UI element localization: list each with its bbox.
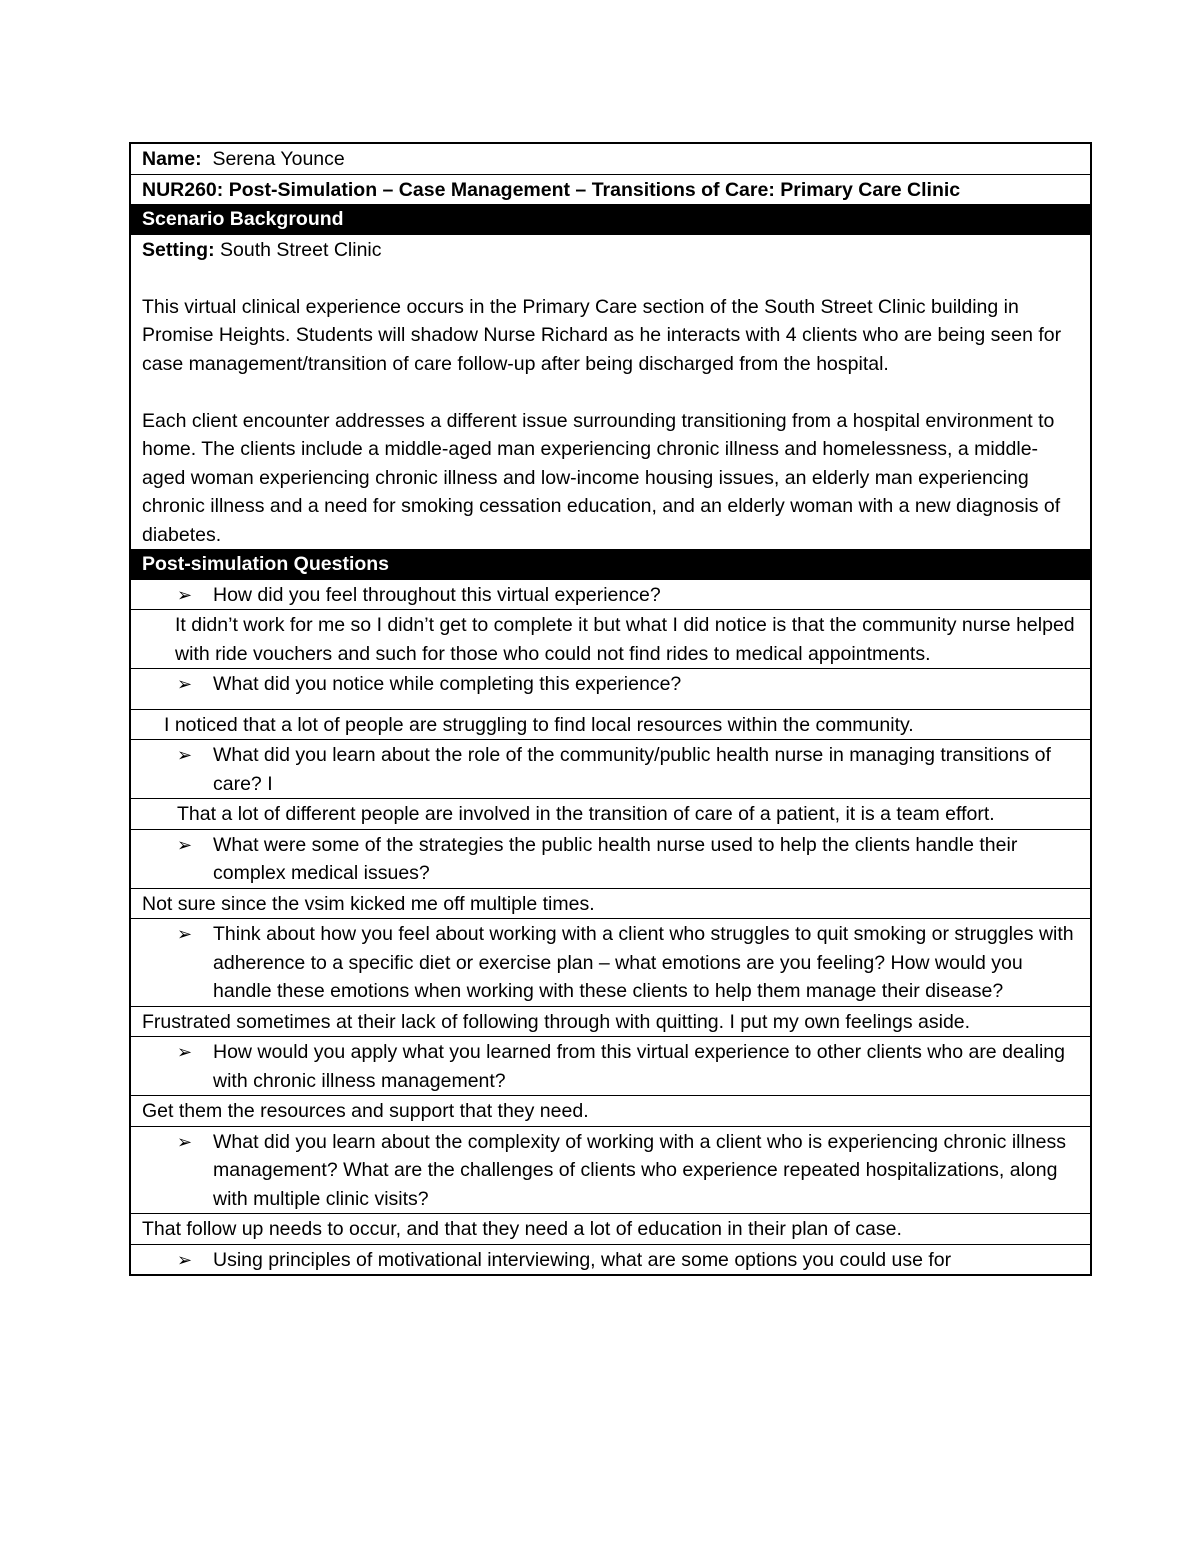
answer-row: That a lot of different people are involved in the transition of care of a patient, it is a team effort. — [131, 799, 1090, 830]
course-title: NUR260: Post-Simulation – Case Management – Transitions of Care: Primary Care Clinic — [131, 175, 1090, 206]
arrow-bullet-icon: ➢ — [177, 924, 193, 944]
scenario-background-cell — [131, 235, 1090, 551]
name-value: Serena Younce — [212, 148, 345, 170]
simulation-form-table — [129, 142, 1092, 1276]
question-row — [131, 1127, 1090, 1215]
question-row — [131, 1037, 1090, 1096]
answer-row: Frustrated sometimes at their lack of following through with quitting. I put my own feelings aside. — [131, 1007, 1090, 1038]
question-text: Think about how you feel about working with a client who struggles to quit smoking or struggles with adherence to a specific diet or exercise plan – what emotions are you feeling? How would you handle these emotions when working with these clients to help them manage their disease? — [213, 923, 1074, 1002]
arrow-bullet-icon: ➢ — [177, 674, 193, 694]
question-text: What did you notice while completing this experience? — [213, 673, 682, 695]
answer-row: That follow up needs to occur, and that they need a lot of education in their plan of case. — [131, 1214, 1090, 1245]
background-paragraph: Each client encounter addresses a different issue surrounding transitioning from a hospital environment to home. The clients include a middle-aged man experiencing chronic illness and homelessness, a middle-aged woman experiencing chronic illness and low-income housing issues, an elderly man experiencing chronic illness and a need for smoking cessation education, and an elderly woman with a new diagnosis of diabetes. — [142, 409, 1061, 546]
arrow-bullet-icon: ➢ — [177, 1249, 193, 1270]
answer-row: Get them the resources and support that they need. — [131, 1096, 1090, 1127]
question-row — [131, 740, 1090, 799]
question-row — [131, 669, 1090, 710]
arrow-bullet-icon: ➢ — [177, 834, 193, 855]
setting-line — [142, 236, 1079, 265]
question-text: What did you learn about the complexity of working with a client who is experiencing chronic illness management? What are the challenges of clients who experience repeated hospitalizations, along with multiple clinic visits? — [213, 1130, 1067, 1210]
question-text: What did you learn about the role of the community/public health nurse in managing transitions of care? I — [213, 744, 1051, 795]
name-label: Name: — [142, 148, 202, 170]
setting-label: Setting: — [142, 238, 215, 261]
name-row — [131, 144, 1090, 175]
answer-row: It didn’t work for me so I didn’t get to complete it but what I did notice is that the community nurse helped with ride vouchers and such for those who could not find rides to medical appointments. — [131, 610, 1090, 669]
post-simulation-questions-header: Post-simulation Questions — [131, 550, 1090, 580]
scenario-background-header: Scenario Background — [131, 205, 1090, 235]
arrow-bullet-icon: ➢ — [177, 745, 193, 765]
arrow-bullet-icon: ➢ — [177, 584, 193, 605]
question-row — [131, 919, 1090, 1007]
answer-row: Not sure since the vsim kicked me off multiple times. — [131, 889, 1090, 920]
question-row — [131, 1245, 1090, 1275]
question-text: What were some of the strategies the public health nurse used to help the clients handle their complex medical issues? — [213, 833, 1018, 884]
question-text: Using principles of motivational interviewing, what are some options you could use for — [213, 1248, 952, 1271]
question-text: How did you feel throughout this virtual experience? — [213, 583, 661, 606]
setting-value: South Street Clinic — [220, 238, 382, 261]
question-row — [131, 580, 1090, 611]
question-text: How would you apply what you learned from this virtual experience to other clients who are dealing with chronic illness management? — [213, 1041, 1065, 1092]
arrow-bullet-icon: ➢ — [177, 1042, 193, 1062]
arrow-bullet-icon: ➢ — [177, 1131, 193, 1152]
question-row — [131, 830, 1090, 889]
background-paragraph: This virtual clinical experience occurs in the Primary Care section of the South Street Clinic building in Promise Heights. Students will shadow Nurse Richard as he interacts with 4 clients who are being seen for case management/transition of care follow-up after being discharged from the hospital. — [142, 295, 1062, 375]
answer-row: I noticed that a lot of people are struggling to find local resources within the community. — [131, 710, 1090, 741]
